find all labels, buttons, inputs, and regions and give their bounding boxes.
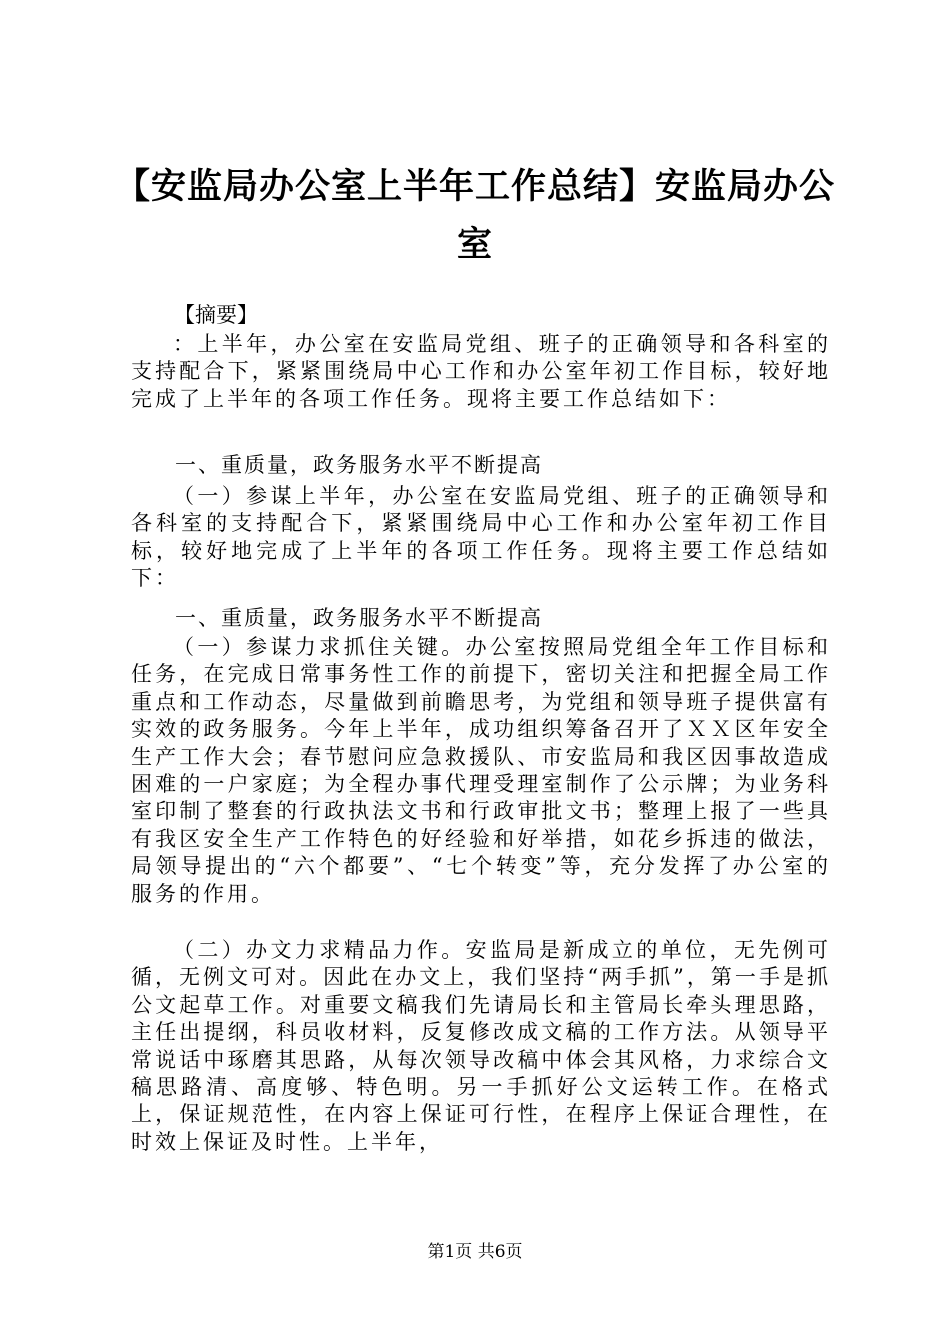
abstract-paragraph — [131, 331, 831, 413]
section-text-3: （二）办文力求精品力作。安监局是新成立的单位，无先例可循，无例文可对。因此在办文上，我们坚持“两手抓”，第一手是抓公文起草工作。对重要文稿我们先请局长和主管局长牵头理思路，主任出提纲，科员收材料，反复修改成文稿的工作方法。从领导平常说话中琢磨其思路，从每次领导改稿中体会其风格，力求综合文稿思路清、高度够、特色明。另一手抓好公文运转工作。在格式上，保证规范性，在内容上保证可行性，在程序上保证合理性，在时效上保证及时性。上半年， — [131, 938, 831, 1154]
section-paragraph-2 — [131, 634, 831, 908]
document-title: 【安监局办公室上半年工作总结】安监局办公室 — [114, 167, 835, 265]
section-text-2: （一）参谋力求抓住关键。办公室按照局党组全年工作目标和任务，在完成日常事务性工作的前提下，密切关注和把握全局工作重点和工作动态，尽量做到前瞻思考，为党组和领导班子提供富有实效的政务服务。今年上半年，成功组织筹备召开了ＸＸ区年安全生产工作大会；春节慰问应急救援队、市安监局和我区因事故造成困难的一户家庭；为全程办事代理受理室制作了公示牌；为业务科室印制了整套的行政执法文书和行政审批文书；整理上报了一些具有我区安全生产工作特色的好经验和好举措，如花乡拆违的做法，局领导提出的“六个都要”、“七个转变”等，充分发挥了办公室的服务的作用。 — [131, 635, 831, 906]
abstract-text: ：上半年，办公室在安监局党组、班子的正确领导和各科室的支持配合下，紧紧围绕局中心工作和办公室年初工作目标，较好地完成了上半年的各项工作任务。现将主要工作总结如下： — [131, 332, 831, 411]
section-heading-2: 一、重质量，政务服务水平不断提高 — [175, 606, 543, 630]
section-paragraph-1 — [131, 483, 831, 593]
section-paragraph-3 — [131, 937, 831, 1156]
page-footer: 第1页 共6页 — [427, 1242, 523, 1262]
section-heading-1: 一、重质量，政务服务水平不断提高 — [175, 453, 543, 477]
section-text-1: （一）参谋上半年，办公室在安监局党组、班子的正确领导和各科室的支持配合下，紧紧围绕局中心工作和办公室年初工作目标，较好地完成了上半年的各项工作任务。现将主要工作总结如下： — [131, 484, 831, 591]
abstract-label: 【摘要】 — [174, 303, 258, 327]
